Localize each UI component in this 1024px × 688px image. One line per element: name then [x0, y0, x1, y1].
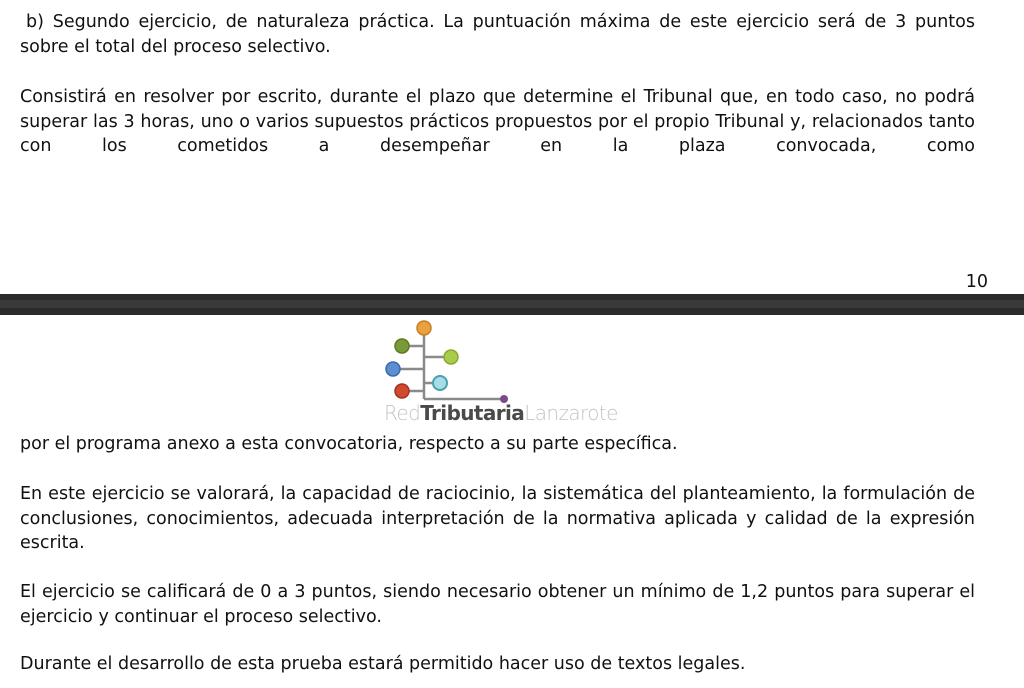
logo-node-blue — [386, 362, 400, 376]
page-number: 10 — [965, 272, 988, 292]
paragraph-programa-anexo: por el programa anexo a esta convocatoria, respecto a su parte específica. — [20, 434, 678, 454]
logo-text-red: Red — [384, 401, 421, 425]
red-tributaria-logo — [380, 315, 630, 427]
logo-node-red — [395, 384, 409, 398]
paragraph-valoracion: En este ejercicio se valorará, la capacidad de raciocinio, la sistemática del planteamiento, la formulación de conclusiones, conocimientos, adecuada interpretación de la normativa aplicada y calidad de la expresión escrita. — [20, 484, 975, 553]
paragraph-segundo-ejercicio: b) Segundo ejercicio, de naturaleza práctica. La puntuación máxima de este ejercicio será de 3 puntos sobre el total del proceso selectivo. — [20, 12, 975, 57]
paragraph-textos-legales: Durante el desarrollo de esta prueba estará permitido hacer uso de textos legales. — [20, 654, 746, 674]
paragraph-consistira: Consistirá en resolver por escrito, durante el plazo que determine el Tribunal que, en todo caso, no podrá superar las 3 horas, uno o varios supuestos prácticos propuestos por el propio Tribunal y, relacionados tanto con los cometidos a desempeñar en la plaza convocada, como — [20, 87, 975, 156]
logo-text-tributaria: Tributaria — [420, 401, 525, 425]
document-page-upper — [0, 0, 1024, 294]
logo-node-orange — [417, 321, 431, 335]
logo-text-lanzarote: Lanzarote — [524, 401, 618, 425]
logo-node-teal — [433, 376, 447, 390]
logo-node-lime — [444, 350, 458, 364]
page-break-separator-band — [0, 300, 1024, 308]
logo-node-olive — [395, 339, 409, 353]
paragraph-calificacion: El ejercicio se calificará de 0 a 3 puntos, siendo necesario obtener un mínimo de 1,2 puntos para superar el ejercicio y continuar el proceso selectivo. — [20, 582, 975, 627]
logo-wordmark — [384, 401, 618, 425]
